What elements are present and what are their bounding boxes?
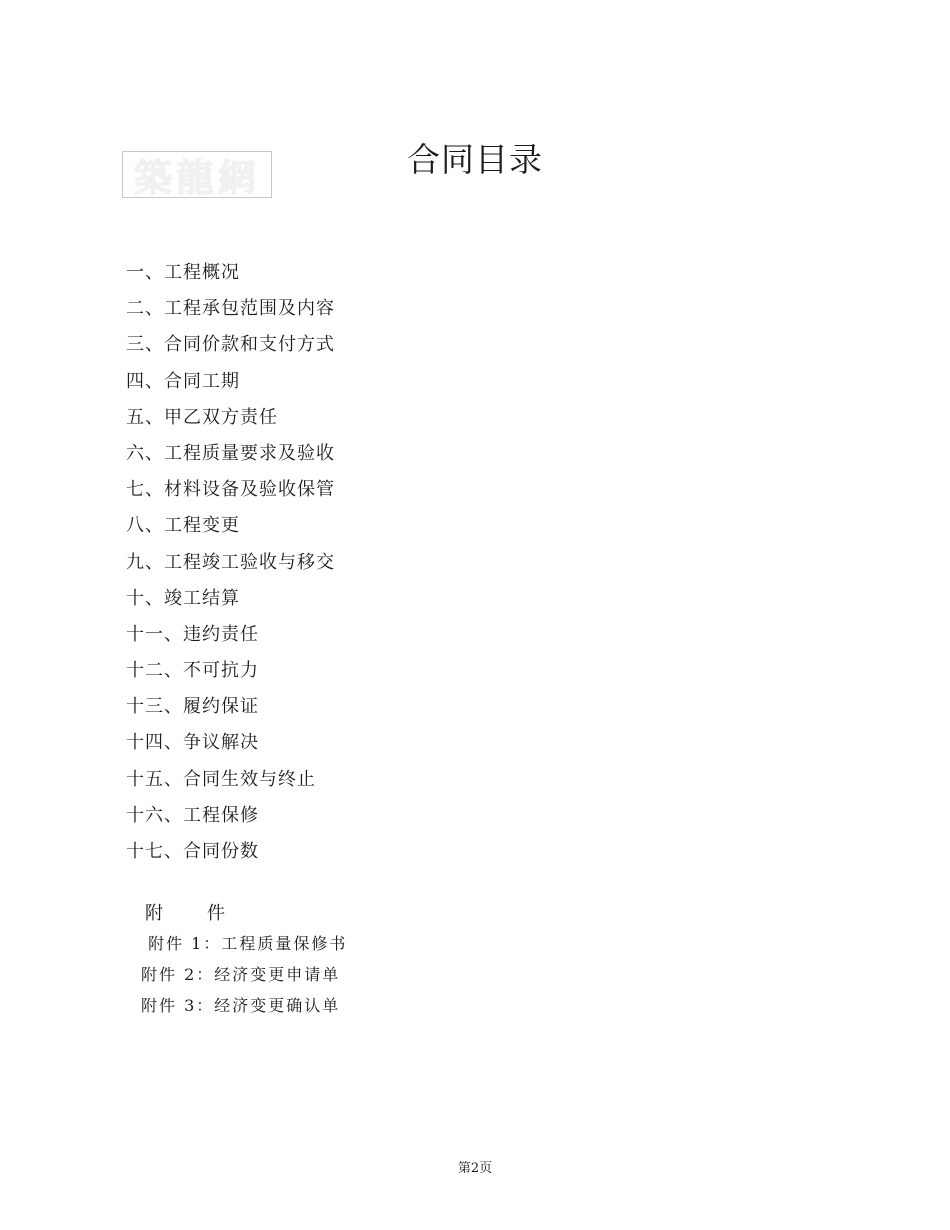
toc-item: 四、合同工期 bbox=[126, 370, 240, 392]
toc-item: 二、工程承包范围及内容 bbox=[126, 298, 335, 320]
toc-item: 十、竣工结算 bbox=[126, 587, 240, 609]
toc-item: 一、工程概况 bbox=[126, 262, 240, 283]
appendix-item: 附件 2：经济变更申请单 bbox=[141, 965, 341, 984]
toc-item: 七、材料设备及验收保管 bbox=[126, 479, 335, 501]
appendix-heading bbox=[145, 900, 225, 928]
toc-item: 三、合同价款和支付方式 bbox=[126, 334, 335, 356]
table-of-contents bbox=[126, 258, 335, 873]
toc-item: 五、甲乙双方责任 bbox=[126, 406, 278, 428]
toc-item: 十六、工程保修 bbox=[126, 804, 259, 826]
toc-item: 十五、合同生效与终止 bbox=[126, 768, 316, 790]
page-number: 第2页 bbox=[457, 1161, 493, 1176]
watermark-logo-text: 築龍網 bbox=[133, 155, 260, 198]
appendix-item: 附件 3：经济变更确认单 bbox=[141, 996, 341, 1015]
appendix-heading-right: 件 bbox=[207, 903, 225, 924]
page-title: 合同目录 bbox=[407, 140, 543, 179]
appendix-heading-left: 附 bbox=[145, 903, 163, 924]
toc-item: 六、工程质量要求及验收 bbox=[126, 442, 335, 464]
appendix-item: 附件 1：工程质量保修书 bbox=[141, 934, 348, 953]
toc-item: 十七、合同份数 bbox=[126, 841, 259, 862]
toc-item: 十三、履约保证 bbox=[126, 696, 259, 718]
toc-item: 十四、争议解决 bbox=[126, 732, 259, 754]
appendix-list bbox=[141, 930, 347, 1023]
toc-item: 九、工程竣工验收与移交 bbox=[126, 551, 335, 573]
toc-item: 十二、不可抗力 bbox=[126, 660, 259, 682]
toc-item: 八、工程变更 bbox=[126, 515, 240, 537]
toc-item: 十一、违约责任 bbox=[126, 623, 259, 645]
